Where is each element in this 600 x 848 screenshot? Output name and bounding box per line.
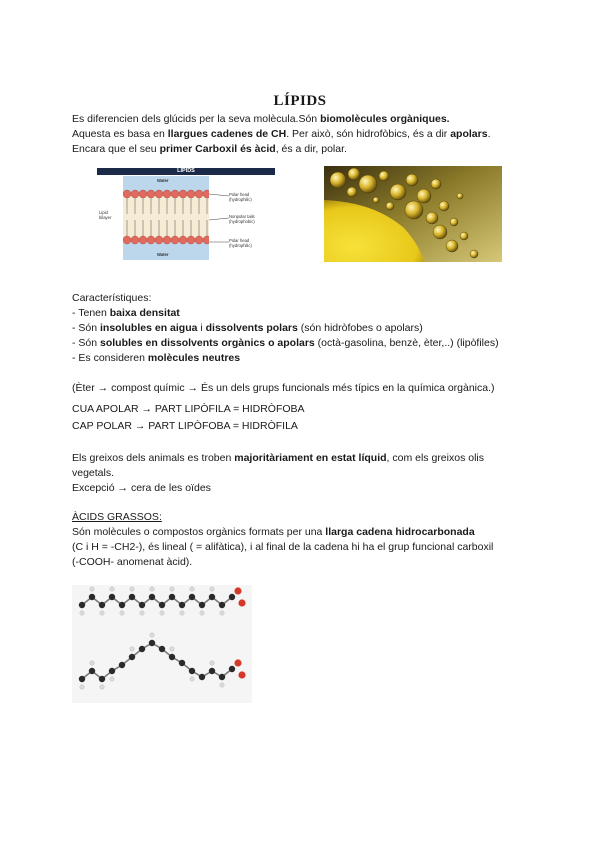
characteristic-item [72, 321, 542, 336]
text: Són molècules o compostos orgànics formats per una [72, 526, 326, 538]
fatty-acids-line-3: (-COOH- anomenat àcid). [72, 556, 193, 568]
text: Encara que el seu [72, 143, 160, 155]
intro-paragraph [72, 112, 542, 157]
bold-text: insolubles en aigua [100, 322, 198, 334]
text: (són hidròfobes o apolars) [297, 322, 423, 334]
cap-note-text: CAP POLAR → PART LIPÒFOBA = HIDRÒFILA [72, 420, 298, 432]
polar-head-bottom-label: Polar head (hydrophilic) [229, 238, 252, 248]
bold-text: primer Carboxil és àcid [159, 143, 276, 155]
ether-note-text: (Èter → compost químic → És un dels grups funcionals més típics en la química orgànica.) [72, 382, 495, 394]
bold-text: dissolvents polars [205, 322, 298, 334]
characteristic-item [72, 306, 542, 321]
oil-bubbles-photo [324, 166, 502, 262]
fatty-acid-molecule-models [72, 585, 252, 703]
water-bottom-label: Water [157, 252, 169, 257]
figure-header: LÍPIDS [97, 168, 275, 175]
lipid-bilayer-figure [97, 168, 275, 260]
fats-line-2: vegetals. [72, 467, 115, 479]
bold-text: solubles en dissolvents orgànics o apolars [100, 337, 315, 349]
bold-text: majoritàriament en estat líquid [234, 452, 387, 464]
text: , com els greixos olis [386, 452, 484, 464]
fats-paragraph [72, 451, 542, 496]
ball-and-stick-models [72, 585, 252, 703]
fatty-acids-line-1 [72, 525, 542, 540]
polar-head-top-label: Polar head (hydrophilic) [229, 192, 252, 202]
bold-text: molècules neutres [147, 352, 241, 364]
nonpolar-tails-label: Nonpolar tails (hydrophobic) [229, 214, 255, 224]
intro-line-3 [72, 142, 542, 157]
characteristic-item [72, 351, 542, 366]
text: . Per això, són hidrofòbics, és a dir [286, 128, 451, 140]
text: - Es consideren [72, 352, 148, 364]
bold-text: llarga cadena hidrocarbonada [325, 526, 475, 538]
text: , és a dir, polar. [275, 143, 347, 155]
fats-line-3: Excepció → cera de les oïdes [72, 482, 211, 494]
characteristic-item [72, 336, 542, 351]
bold-text: baixa densitat [109, 307, 180, 319]
text: Es diferencien dels glúcids per la seva molècula.Són [72, 113, 321, 125]
text: Els greixos dels animals es troben [72, 452, 235, 464]
pointer-lines [209, 190, 229, 250]
intro-line-2 [72, 127, 542, 142]
characteristics-section [72, 291, 542, 366]
water-top-label: Water [157, 178, 169, 183]
bold-text: biomolècules orgàniques. [320, 113, 450, 125]
cua-note-text: CUA APOLAR → PART LIPÒFILA = HIDRÒFOBA [72, 403, 305, 415]
characteristics-heading: Característiques: [72, 292, 152, 304]
intro-line-1 [72, 112, 542, 127]
cua-note [72, 402, 542, 417]
text: (octà-gasolina, benzè, èter,..) (lipòfiles) [314, 337, 499, 349]
page-title: LÍPIDS [273, 93, 327, 109]
lipid-bilayer-label: Lipid bilayer [99, 210, 112, 220]
text: - Són [72, 322, 101, 334]
fatty-acids-section [72, 510, 542, 570]
bold-text: llargues cadenes de CH [167, 128, 287, 140]
text: Aquesta es basa en [72, 128, 168, 140]
text: - Tenen [72, 307, 110, 319]
fats-line-1 [72, 451, 542, 466]
bold-text: apolars [450, 128, 488, 140]
text: i [197, 322, 206, 334]
oil-bubbles-drawing [324, 166, 502, 262]
cap-note [72, 419, 542, 434]
fatty-acids-heading: ÀCIDS GRASSOS: [72, 511, 162, 523]
text: . [487, 128, 491, 140]
bilayer-drawing [123, 186, 209, 248]
ether-note [72, 381, 542, 396]
fatty-acids-line-2: (C i H = -CH2-), és lineal ( = alifàtica), i al final de la cadena hi ha el grup funcional carboxil [72, 541, 494, 553]
text: - Són [72, 337, 101, 349]
